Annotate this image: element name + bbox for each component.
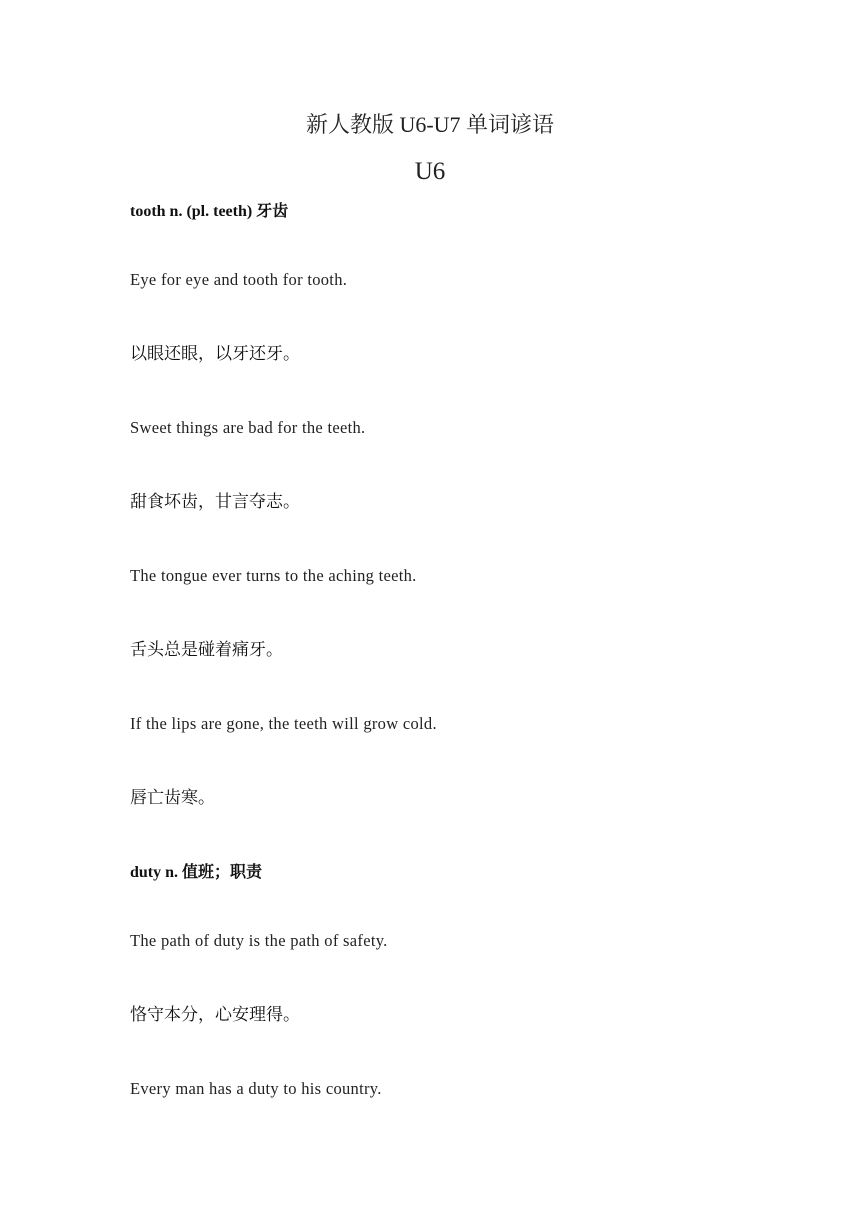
proverb-english: If the lips are gone, the teeth will grow cold. (130, 714, 437, 733)
proverb-english: Sweet things are bad for the teeth. (130, 418, 366, 437)
proverb-chinese: 唇亡齿寒。 (130, 788, 215, 808)
unit-heading: U6 (414, 158, 446, 185)
proverb-chinese: 舌头总是碰着痛牙。 (130, 640, 283, 660)
vocab-entry-tooth: tooth n. (pl. teeth) 牙齿 (130, 203, 289, 220)
proverb-english: Eye for eye and tooth for tooth. (130, 270, 348, 289)
vocab-entry-duty: duty n. 值班；职责 (130, 864, 263, 881)
proverb-english: The tongue ever turns to the aching teeth. (130, 566, 417, 585)
proverb-chinese: 甜食坏齿，甘言夺志。 (130, 492, 300, 512)
proverb-english: Every man has a duty to his country. (130, 1079, 382, 1098)
proverb-chinese: 以眼还眼，以牙还牙。 (130, 344, 300, 364)
proverb-chinese: 恪守本分，心安理得。 (130, 1005, 300, 1025)
proverb-english: The path of duty is the path of safety. (130, 931, 388, 950)
document-title: 新人教版 U6-U7 单词谚语 (305, 112, 555, 137)
